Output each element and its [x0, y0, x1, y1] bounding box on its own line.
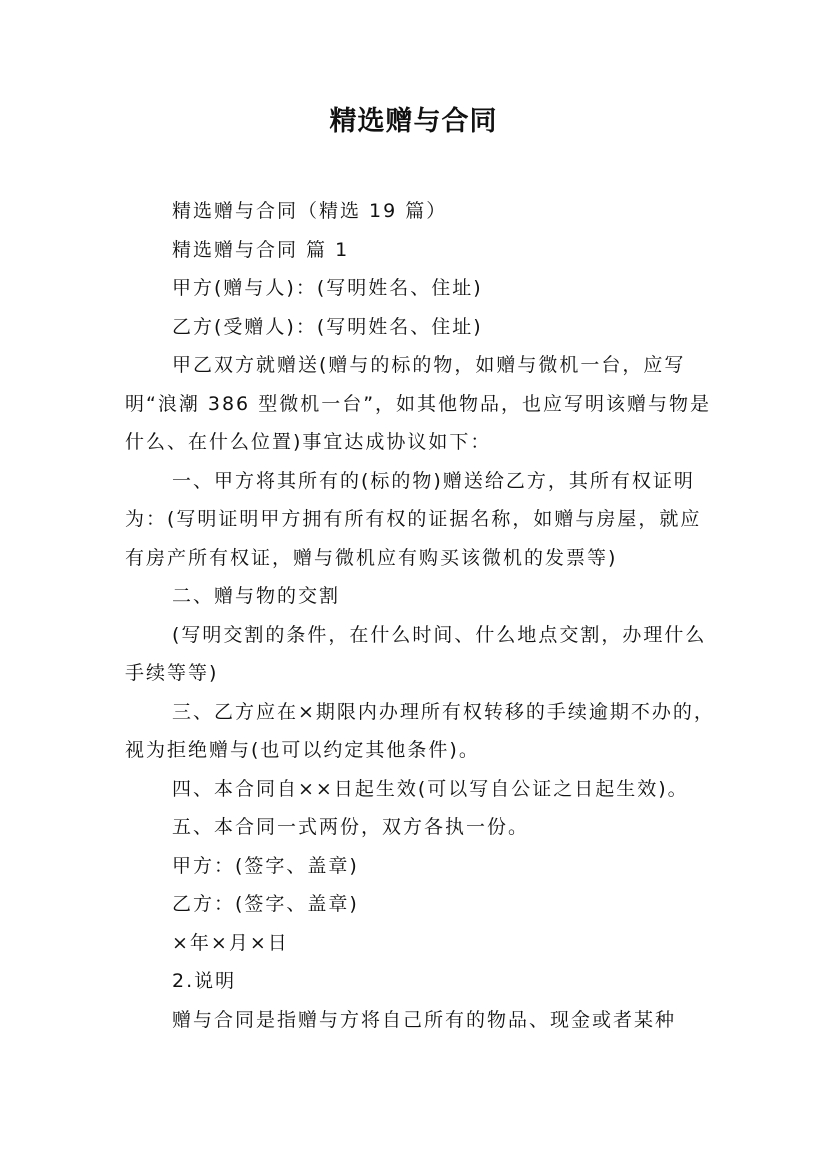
- paragraph: 乙方(受赠人)：(写明姓名、住址): [172, 315, 483, 338]
- paragraph: 三、乙方应在×期限内办理所有权转移的手续逾期不办的，视为拒绝赠与(也可以约定其他条件)。: [125, 700, 715, 761]
- paragraph: 四、本合同自××日起生效(可以写自公证之日起生效)。: [172, 777, 689, 800]
- paragraph: 赠与合同是指赠与方将自己所有的物品、现金或者某种: [172, 1008, 677, 1031]
- document-body: [125, 192, 715, 1039]
- paragraph: 二、赠与物的交割: [172, 585, 341, 607]
- paragraph: 精选赠与合同 篇 1: [172, 238, 350, 261]
- paragraph: 精选赠与合同（精选 19 篇）: [172, 200, 448, 222]
- paragraph: (写明交割的条件，在什么时间、什么地点交割，办理什么手续等等): [125, 623, 707, 684]
- paragraph: ×年×月×日: [172, 931, 289, 954]
- paragraph: 甲乙双方就赠送(赠与的标的物，如赠与微机一台，应写明“浪潮 386 型微机一台”，如其他物品，也应写明该赠与物是什么、在什么位置)事宜达成协议如下：: [125, 354, 712, 453]
- paragraph: 甲方：(签字、盖章): [172, 854, 359, 877]
- paragraph: 甲方(赠与人)：(写明姓名、住址): [172, 277, 483, 299]
- paragraph: 乙方：(签字、盖章): [172, 893, 359, 915]
- document-title: 精选赠与合同: [329, 106, 498, 137]
- paragraph: 一、甲方将其所有的(标的物)赠送给乙方，其所有权证明为：(写明证明甲方拥有所有权的证据名称，如赠与房屋，就应有房产所有权证，赠与微机应有购买该微机的发票等): [125, 469, 702, 569]
- paragraph: 2.说明: [172, 970, 237, 992]
- paragraph: 五、本合同一式两份，双方各执一份。: [172, 816, 530, 838]
